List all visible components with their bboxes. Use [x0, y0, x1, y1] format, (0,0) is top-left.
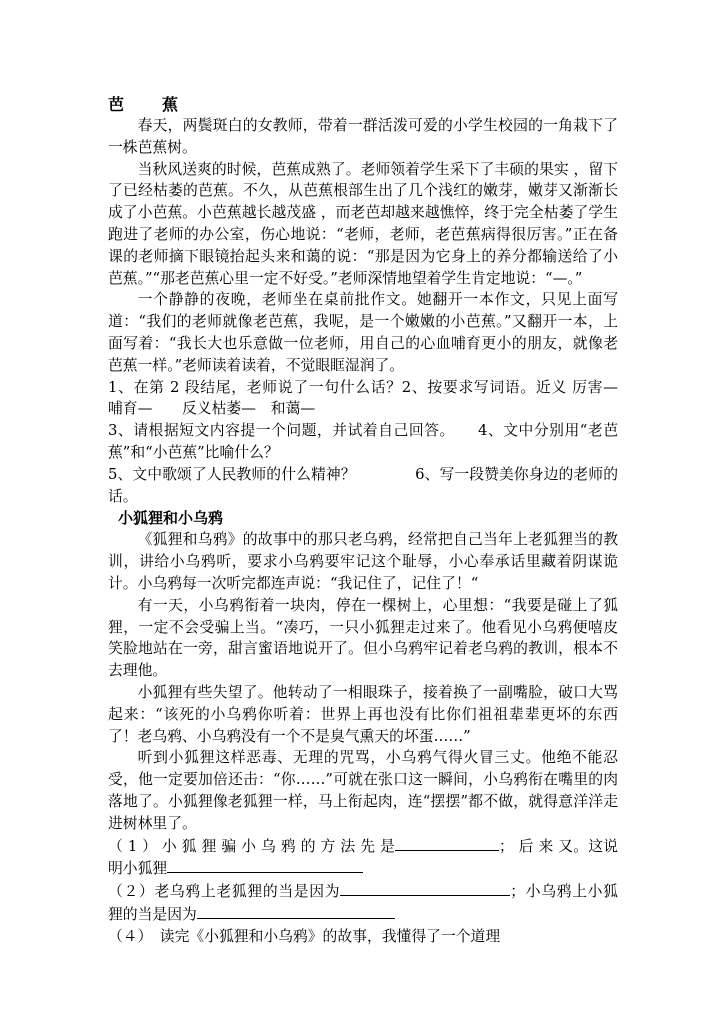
story1-title — [108, 94, 618, 115]
story2-q2-end: 上小狐狸的当是因为 — [108, 883, 618, 923]
story2-question-1 — [108, 835, 618, 881]
answer-blank-1[interactable] — [395, 835, 499, 851]
story2-q1-prompt: （ 1 ） 小 狐 狸 骗 小 乌 鸦 的 方 法 先 是 — [108, 837, 395, 855]
story2-q2-mid: ；小乌鸦 — [510, 883, 573, 901]
story2-paragraph-1: 《狐狸和乌鸦》的故事中的那只老乌鸦，经常把自己当年上老狐狸当的教训，讲给小乌鸦听，要求小乌鸦要牢记这个耻辱，小心奉承话里藏着阴谋诡计。小乌鸦每一次听完都连声说：“我记住了，记住了！“ — [108, 531, 618, 592]
story1-title-char1: 芭 — [108, 95, 125, 114]
story1-title-char2: 蕉 — [162, 95, 179, 114]
story2-q2-prompt: （２）老乌鸦上老狐狸的当是因为 — [108, 883, 341, 901]
story2-paragraph-2: 有一天，小乌鸦衔着一块肉，停在一棵树上，心里想：“我要是碰上了狐狸，一定不会受骗上当。“凑巧，一只小狐狸走过来了。他看见小乌鸦便嘻皮笑脸地站在一旁，甜言蜜语地说开了。但小乌鸦牢记着老乌鸦的教训，根本不去理他。 — [108, 596, 618, 680]
story2-paragraph-3: 小狐狸有些失望了。他转动了一相眼珠子，接着换了一副嘴脸，破口大骂起来：“该死的小乌鸦你听着：世界上再也没有比你们祖祖辈辈更坏的东西了！老乌鸦、小乌鸦没有一个不是臭气熏天的坏蛋……” — [108, 683, 618, 745]
answer-blank-3[interactable] — [340, 880, 510, 896]
story1-paragraph-1: 春天，两鬓斑白的女教师，带着一群活泼可爱的小学生校园的一角栽下了一株芭蕉树。 — [108, 117, 618, 156]
story1-question-3-4: 3、请根据短文内容提一个问题，并试着自己回答。 4、文中分别用“老芭蕉”和“小芭蕉”比喻什么？ — [108, 422, 618, 461]
answer-blank-2[interactable] — [167, 857, 363, 873]
story2-question-4: （４） 读完《小狐狸和小乌鸦》的故事，我懂得了一个道理 — [108, 927, 501, 945]
worksheet-page — [108, 94, 648, 947]
story1-question-5-6: 5、文中歌颂了人民教师的什么精神？ 6、写一段赞美你身边的老师的话。 — [108, 465, 618, 505]
story2-q1-end: 。这说明小狐狸 — [108, 837, 618, 878]
story2-paragraph-4: 听到小狐狸这样恶毒、无理的咒骂，小乌鸦气得火冒三丈。他绝不能忍受，他一定要加倍还击：“你……”可就在张口这一瞬间，小乌鸦衔在嘴里的肉落地了。小狐狸像老狐狸一样，马上衔起肉，连“摆摆”都不做，就得意洋洋走进树林里了。 — [108, 749, 618, 832]
story1-paragraph-2: 当秋风送爽的时候，芭蕉成熟了。老师领着学生采下了丰硕的果实 ，留下了已经枯萎的芭蕉。不久，从芭蕉根部生出了几个浅红的嫩芽，嫩芽又渐渐长成了小芭蕉。小芭蕉越长越茂盛 ，而老芭却越来越憔悴，终于完全枯萎了学生跑进了老师的办公室，伤心地说：“老师，老师，老芭蕉病得很厉害。”正在备课的老师摘下眼镜抬起头来和蔼的说：“那是因为它身上的养分都输送给了小芭蕉。”“那老芭蕉心里一定不好受。”老师深情地望着学生肯定地说：“—。” — [108, 160, 618, 287]
story2-question-2 — [108, 880, 618, 926]
story2-q1-mid: ； 后 来 又 — [498, 837, 574, 855]
story1-question-1-2: 1、在第 2 段结尾，老师说了一句什么话？2、按要求写词语。近义 厉害— 哺育— 反义枯萎— 和蔼— — [108, 378, 648, 418]
story2-title: 小狐狸和小乌鸦 — [118, 509, 224, 528]
answer-blank-4[interactable] — [197, 903, 395, 919]
story1-paragraph-3: 一个静静的夜晚，老师坐在桌前批作文。她翻开一本作文，只见上面写道：“我们的老师就像老芭蕉，我呢，是一个嫩嫩的小芭蕉。”又翻开一本，上面写着：“我长大也乐意做一位老师，用自己的心血哺育更小的朋友，就像老芭蕉一样。”老师读着读着，不觉眼眶湿润了。 — [108, 291, 618, 374]
